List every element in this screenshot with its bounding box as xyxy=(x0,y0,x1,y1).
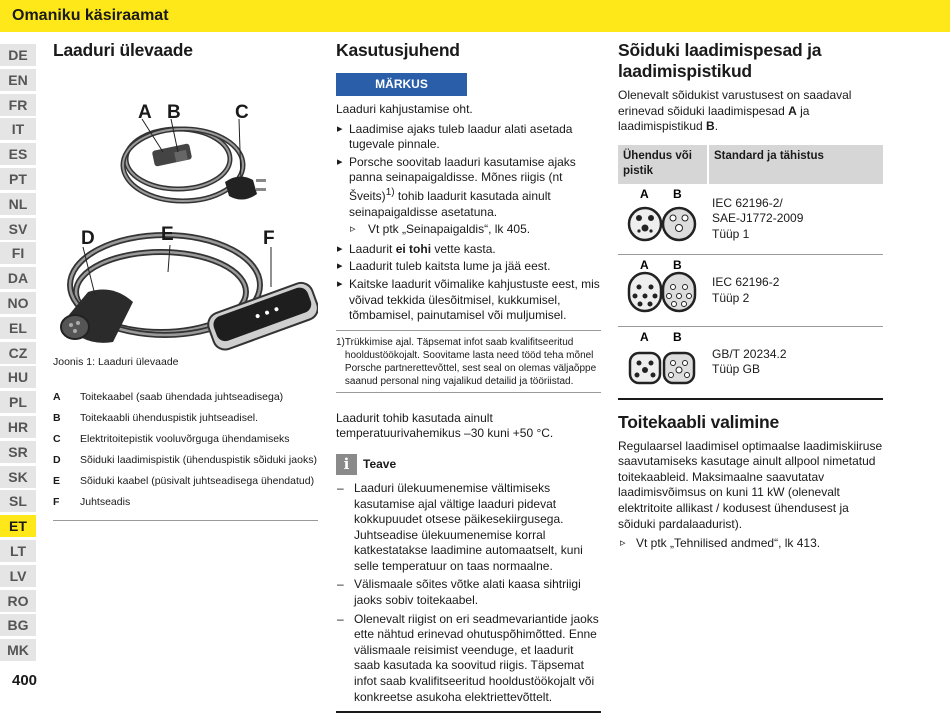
legend-text: Sõiduki laadimispistik (ühenduspistik sõiduki jaoks) xyxy=(80,454,317,467)
sockets-heading: Sõiduki laadimispesad ja laadimispistikud xyxy=(618,40,822,81)
standard-line: Tüüp GB xyxy=(712,362,761,377)
lang-tab[interactable]: IT xyxy=(0,118,36,140)
lang-tab[interactable]: FR xyxy=(0,94,36,116)
standard-cell xyxy=(708,255,883,327)
standard-line: Tüüp 1 xyxy=(712,226,750,241)
intro-a: A xyxy=(788,103,797,118)
sockets-column xyxy=(618,40,883,555)
bullet-text: Porsche soovitab laaduri kasutamise ajaks panna seinapaigaldisse. Mõnes riigis (nt Šveits) xyxy=(349,154,576,203)
table-row xyxy=(618,327,883,399)
lang-tab[interactable]: BG xyxy=(0,614,36,636)
lang-tab[interactable]: HR xyxy=(0,416,36,438)
figure-caption: Joonis 1: Laaduri ülevaade xyxy=(53,356,179,368)
legend-row xyxy=(53,472,318,493)
page-number: 400 xyxy=(12,672,38,689)
legend-text: Toitekaabel (saab ühendada juhtseadisega) xyxy=(80,391,284,404)
temperature-text: Laadurit tohib kasutada ainult temperatuurivahemikus –30 kuni +50 °C. xyxy=(336,410,554,441)
bullet-text: vette kasta. xyxy=(431,241,496,256)
legend-key: C xyxy=(53,433,61,446)
intro-text: Olenevalt sõidukist varustusest on saadaval erinevad sõiduki laadimispesad xyxy=(618,88,852,118)
legend-key: E xyxy=(53,475,61,488)
figure-label-c: C xyxy=(235,102,249,123)
figure-label-b: B xyxy=(167,102,181,123)
plug-label-b: B xyxy=(673,330,682,344)
manual-title-bar xyxy=(0,0,950,32)
legend-key: D xyxy=(53,454,61,467)
lang-tab[interactable]: RO xyxy=(0,590,36,612)
intro-text: ja laadimispistikud xyxy=(618,103,810,134)
footnote-text: Trükkimise ajal. Täpsemat infot saab kvalifitseeritud hooldustöökojalt. Soovitame lasta need tööd teha mõnel Porsche partnerettevõttel, sest seal on olemas väljaõppe saanud personal ning vajalikud detailid ja tööriistad. xyxy=(344,336,597,387)
legend-row xyxy=(53,430,318,451)
lang-tab[interactable]: EN xyxy=(0,69,36,91)
lang-tab[interactable]: SK xyxy=(0,466,36,488)
info-item: – Laaduri ülekuumenemise vältimiseks kasutamise ajal vältige laaduri pidevat kokkupuudet otsese päikesekiirgusega. Juhtseadise ülekuumenemise korral katkestatakse laadimine automaatselt, kuni selle temperatuur on taas normaalne. xyxy=(336,481,601,575)
lang-tab[interactable]: ES xyxy=(0,143,36,165)
table-row xyxy=(618,184,883,255)
bullet-emphasis: ei tohi xyxy=(395,241,432,256)
legend-row xyxy=(53,388,318,409)
figure-label-e: E xyxy=(161,224,174,245)
instruction-bullet: ▸ Kaitske laadurit võimalike kahjustuste eest, mis võivad tekkida ülesõitmisel, kukkumisel, tõmbamisel, painutamisel või muljumisel. xyxy=(336,277,601,324)
overview-column xyxy=(53,40,318,521)
cross-reference-link[interactable]: ▹ Vt ptk „Tehnilised andmed“, lk 413. xyxy=(618,536,883,552)
instructions-column xyxy=(336,40,601,713)
standard-line: Tüüp 2 xyxy=(712,290,750,305)
legend-row xyxy=(53,451,318,472)
sockets-intro xyxy=(618,88,883,135)
plug-label-b: B xyxy=(673,186,682,201)
instruction-bullet xyxy=(336,155,601,220)
figure-legend xyxy=(53,388,318,521)
socket-label-a: A xyxy=(640,330,649,344)
standard-cell xyxy=(708,327,883,399)
lang-tab[interactable]: EL xyxy=(0,317,36,339)
lang-tab[interactable]: HU xyxy=(0,366,36,388)
lang-tab[interactable]: NL xyxy=(0,193,36,215)
instructions-heading: Kasutusjuhend xyxy=(336,40,460,60)
lang-tab[interactable]: DA xyxy=(0,267,36,289)
connector-image-type1 xyxy=(618,184,708,255)
connector-table xyxy=(618,145,883,400)
lang-tab[interactable]: LV xyxy=(0,565,36,587)
lang-tab[interactable]: SV xyxy=(0,218,36,240)
charger-figure xyxy=(53,67,318,352)
lang-tab[interactable]: PL xyxy=(0,391,36,413)
lang-tab[interactable]: CZ xyxy=(0,342,36,364)
info-icon: i xyxy=(336,454,357,475)
cable-heading: Toitekaabli valimine xyxy=(618,411,780,432)
standard-cell xyxy=(708,184,883,255)
lang-tab-active[interactable]: ET xyxy=(0,515,36,537)
connector-image-gb xyxy=(618,327,708,399)
manual-title: Omaniku käsiraamat xyxy=(12,7,169,24)
legend-text: Toitekaabli ühenduspistik juhtseadisel. xyxy=(80,412,259,425)
lang-tab[interactable]: FI xyxy=(0,242,36,264)
footnote xyxy=(336,330,601,388)
legend-key: A xyxy=(53,391,61,404)
legend-row xyxy=(53,493,318,514)
table-row xyxy=(618,255,883,327)
lang-tab[interactable]: SL xyxy=(0,490,36,512)
lang-tab[interactable]: NO xyxy=(0,292,36,314)
note-intro: Laaduri kahjustamise oht. xyxy=(336,102,473,116)
bullet-text: Laadurit xyxy=(349,241,396,256)
figure-label-d: D xyxy=(81,228,95,249)
lang-tab[interactable]: PT xyxy=(0,168,36,190)
legend-key: F xyxy=(53,496,60,509)
column-header: Ühendus või pistik xyxy=(618,145,708,184)
standard-line: SAE-J1772-2009 xyxy=(712,211,804,226)
lang-tab[interactable]: MK xyxy=(0,639,36,661)
table-header xyxy=(618,145,883,184)
bullet-text: tohib laadurit kasutada ainult seinapaigaldisse asetatuna. xyxy=(349,188,551,219)
info-label: Teave xyxy=(363,456,397,471)
legend-text: Juhtseadis xyxy=(80,496,131,509)
lang-tab[interactable]: SR xyxy=(0,441,36,463)
overview-heading: Laaduri ülevaade xyxy=(53,40,193,60)
plug-label-b: B xyxy=(673,258,682,273)
info-item: – Välismaale sõites võtke alati kaasa sihtriigi jaoks sobiv toitekaabel. xyxy=(336,577,601,608)
lang-tab[interactable]: LT xyxy=(0,540,36,562)
legend-text: Sõiduki kaabel (püsivalt juhtseadisega ühendatud) xyxy=(80,475,315,488)
legend-key: B xyxy=(53,412,61,425)
column-header: Standard ja tähistus xyxy=(708,145,883,184)
socket-label-a: A xyxy=(640,258,649,273)
connector-image-type2 xyxy=(618,255,708,327)
lang-tab[interactable]: DE xyxy=(0,44,36,66)
socket-label-a: A xyxy=(640,186,649,201)
figure-label-f: F xyxy=(263,228,275,249)
legend-row xyxy=(53,409,318,430)
language-tabs xyxy=(0,44,36,664)
info-item: – Olenevalt riigist on eri seadmevariantide jaoks ette nähtud erinevad ohutuspõhimõtted. Enne välismaale reisimist veenduge, et laadurit saab kasutada ka soovitud riigis. Täpsemat infot saab kvalifitseeritud hooldustöökojalt või konkreetse asukoha elektriettevõttelt. xyxy=(336,612,601,706)
footnote-number: 1) xyxy=(336,336,345,348)
footnote-ref[interactable]: 1) xyxy=(385,186,395,198)
intro-text: . xyxy=(714,119,719,134)
info-header xyxy=(336,454,601,475)
cross-reference-link[interactable]: ▹ Vt ptk „Seinapaigaldis“, lk 405. xyxy=(336,222,601,238)
footnote-divider xyxy=(336,392,601,393)
note-badge: MÄRKUS xyxy=(336,73,467,96)
figure-label-a: A xyxy=(138,102,152,123)
charger-illustration xyxy=(53,67,318,352)
instruction-bullet: ▸ Laadimise ajaks tuleb laadur alati asetada tugevale pinnale. xyxy=(336,122,601,153)
instruction-bullet xyxy=(336,242,601,258)
standard-line: IEC 62196-2 xyxy=(712,275,780,290)
legend-text: Elektritoitepistik vooluvõrguga ühendamiseks xyxy=(80,433,290,446)
intro-b: B xyxy=(706,119,715,134)
standard-line: GB/T 20234.2 xyxy=(712,346,787,361)
standard-line: IEC 62196-2/ xyxy=(712,195,783,210)
instruction-bullet: ▸ Laadurit tuleb kaitsta lume ja jää eest. xyxy=(336,259,601,275)
cable-text: Regulaarsel laadimisel optimaalse laadimiskiiruse saavutamiseks kasutage ainult allpool nimetatud toitekaableid. Maksimaalne saavutatav laadimisvõimsus on kuni 11 kW (olenevalt elektritoite allikast / kodusest ühendusest ja sõiduki pardalaadurist). xyxy=(618,438,883,531)
